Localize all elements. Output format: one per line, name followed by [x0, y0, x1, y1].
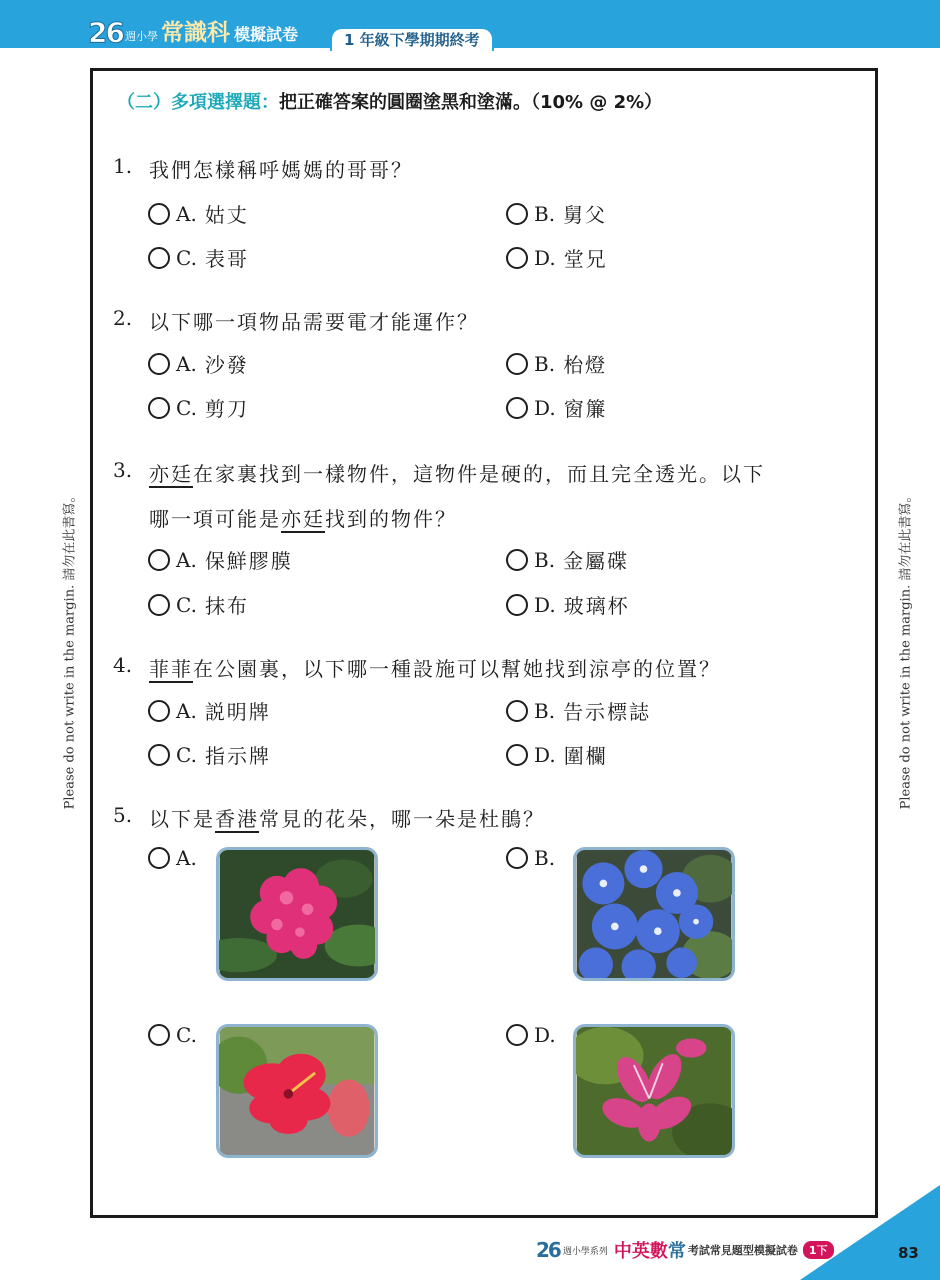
morning-glory-illustration — [576, 850, 732, 978]
option-letter: C. — [176, 1023, 197, 1047]
footer-series-small: 週小學系列 — [562, 1246, 608, 1257]
option-letter: B. — [534, 201, 556, 226]
option-q2-c[interactable] — [148, 393, 249, 422]
option-q2-a[interactable] — [148, 349, 249, 378]
option-q4-c[interactable] — [148, 740, 271, 769]
answer-circle[interactable] — [148, 397, 170, 419]
option-letter: B. — [534, 547, 556, 572]
question-text-line1 — [149, 458, 765, 487]
answer-circle[interactable] — [148, 1024, 170, 1046]
question-number: 5. — [113, 803, 133, 827]
question-text-part: 以下是 — [149, 807, 215, 831]
option-text: 枱燈 — [563, 353, 608, 377]
answer-circle[interactable] — [148, 594, 170, 616]
option-q1-a[interactable] — [148, 199, 249, 228]
option-q4-b[interactable] — [506, 696, 651, 725]
red-hibiscus-photo — [216, 1024, 378, 1158]
answer-circle[interactable] — [148, 203, 170, 225]
option-letter: A. — [176, 547, 197, 572]
blue-morning-glory-photo — [573, 847, 735, 981]
option-text: 圍欄 — [563, 744, 608, 768]
option-letter: B. — [534, 846, 556, 870]
option-text: 窗簾 — [563, 397, 608, 421]
section-label: （二）多項選擇題： — [117, 92, 279, 113]
option-q2-b[interactable] — [506, 349, 607, 378]
option-q3-a[interactable] — [148, 545, 293, 574]
question-text-part: 找到的物件？ — [325, 507, 457, 531]
option-letter: C. — [176, 395, 197, 420]
option-q3-c[interactable] — [148, 590, 249, 619]
answer-circle[interactable] — [506, 353, 528, 375]
student-name: 亦廷 — [281, 507, 325, 531]
option-text: 指示牌 — [204, 744, 271, 768]
option-letter: D. — [534, 395, 556, 420]
option-letter: D. — [534, 1023, 556, 1047]
option-text: 剪刀 — [204, 397, 249, 421]
option-q1-d[interactable] — [506, 243, 608, 272]
question-text-part: 常見的花朵，哪一朵是杜鵑？ — [259, 807, 545, 831]
logo-papers: 模擬試卷 — [233, 25, 298, 44]
option-q1-c[interactable] — [148, 243, 249, 272]
pink-bauhinia-photo — [573, 1024, 735, 1158]
answer-circle[interactable] — [148, 247, 170, 269]
section-title — [117, 88, 662, 114]
hibiscus-illustration — [219, 1027, 375, 1155]
footer-logo-number: 26 — [536, 1238, 560, 1262]
answer-circle[interactable] — [506, 744, 528, 766]
logo-number: 26 — [88, 16, 123, 49]
option-letter: D. — [534, 245, 556, 270]
option-letter: D. — [534, 592, 556, 617]
option-q5-a[interactable] — [148, 846, 205, 870]
answer-circle[interactable] — [506, 594, 528, 616]
option-letter: A. — [176, 201, 197, 226]
option-letter: D. — [534, 742, 556, 767]
option-text: 沙發 — [204, 353, 249, 377]
option-text: 舅父 — [563, 203, 608, 227]
margin-note-left: Please do not write in the margin. 請勿在此書寫。 — [62, 489, 78, 810]
answer-circle[interactable] — [148, 700, 170, 722]
question-text — [149, 653, 721, 682]
answer-circle[interactable] — [506, 247, 528, 269]
option-text: 説明牌 — [204, 700, 271, 724]
option-q4-d[interactable] — [506, 740, 608, 769]
option-q4-a[interactable] — [148, 696, 271, 725]
option-text: 姑丈 — [204, 203, 249, 227]
logo-subject: 常識科 — [160, 20, 230, 46]
footer-subtitle: 考試常見題型模擬試卷 — [687, 1244, 798, 1257]
answer-circle[interactable] — [506, 1024, 528, 1046]
page-number: 83 — [898, 1244, 919, 1262]
option-q3-b[interactable] — [506, 545, 629, 574]
option-text: 玻璃杯 — [563, 594, 630, 618]
answer-circle[interactable] — [506, 397, 528, 419]
option-text: 堂兄 — [563, 247, 608, 271]
grade-label: 1 年級下學期期終考 — [330, 27, 494, 51]
option-q5-c[interactable] — [148, 1023, 205, 1047]
option-letter: B. — [534, 351, 556, 376]
option-q1-b[interactable] — [506, 199, 607, 228]
question-text: 我們怎樣稱呼媽媽的哥哥？ — [149, 158, 413, 182]
question-number: 3. — [113, 458, 133, 482]
pink-rhododendron-photo — [216, 847, 378, 981]
option-q3-d[interactable] — [506, 590, 630, 619]
footer-level-badge: 1下 — [803, 1241, 834, 1259]
margin-note-right: Please do not write in the margin. 請勿在此書寫。 — [898, 489, 914, 810]
option-letter: C. — [176, 592, 197, 617]
question-number: 2. — [113, 306, 133, 330]
answer-circle[interactable] — [506, 549, 528, 571]
option-letter: B. — [534, 698, 556, 723]
question-number: 4. — [113, 653, 133, 677]
answer-circle[interactable] — [148, 744, 170, 766]
footer-title-red: 中英數 — [613, 1241, 668, 1262]
option-letter: A. — [176, 351, 197, 376]
answer-circle[interactable] — [506, 847, 528, 869]
answer-circle[interactable] — [506, 700, 528, 722]
footer-series-title — [536, 1238, 834, 1262]
student-name: 菲菲 — [149, 657, 193, 681]
answer-circle[interactable] — [506, 203, 528, 225]
option-text: 抹布 — [204, 594, 249, 618]
corner-decoration — [800, 1185, 940, 1280]
student-name: 亦廷 — [149, 462, 193, 486]
option-letter: C. — [176, 742, 197, 767]
place-name: 香港 — [215, 807, 259, 831]
option-letter: A. — [176, 846, 197, 870]
section-instruction: 把正確答案的圓圈塗黑和塗滿。（10% @ 2%） — [279, 92, 663, 113]
option-text: 金屬碟 — [563, 549, 630, 573]
option-letter: C. — [176, 245, 197, 270]
option-text: 告示標誌 — [563, 700, 652, 724]
answer-circle[interactable] — [148, 549, 170, 571]
option-q2-d[interactable] — [506, 393, 608, 422]
option-text: 表哥 — [204, 247, 249, 271]
rhododendron-illustration — [219, 850, 375, 978]
option-letter: A. — [176, 698, 197, 723]
question-text — [149, 803, 545, 832]
answer-circle[interactable] — [148, 847, 170, 869]
question-frame — [90, 68, 878, 1218]
answer-circle[interactable] — [148, 353, 170, 375]
option-text: 保鮮膠膜 — [204, 549, 293, 573]
option-q5-b[interactable] — [506, 846, 563, 870]
question-text-part: 在家裏找到一樣物件，這物件是硬的，而且完全透光。以下 — [193, 462, 765, 486]
question-text: 以下哪一項物品需要電才能運作？ — [149, 310, 479, 334]
bauhinia-illustration — [576, 1027, 732, 1155]
question-text-line2 — [149, 503, 457, 532]
logo-small-text: 週小學 — [124, 30, 158, 43]
question-text-part: 哪一項可能是 — [149, 507, 281, 531]
question-text-part: 在公園裏，以下哪一種設施可以幫她找到涼亭的位置？ — [193, 657, 721, 681]
option-q5-d[interactable] — [506, 1023, 564, 1047]
question-number: 1. — [113, 154, 133, 178]
series-logo — [88, 18, 304, 48]
footer-title-blue: 常 — [667, 1241, 686, 1262]
